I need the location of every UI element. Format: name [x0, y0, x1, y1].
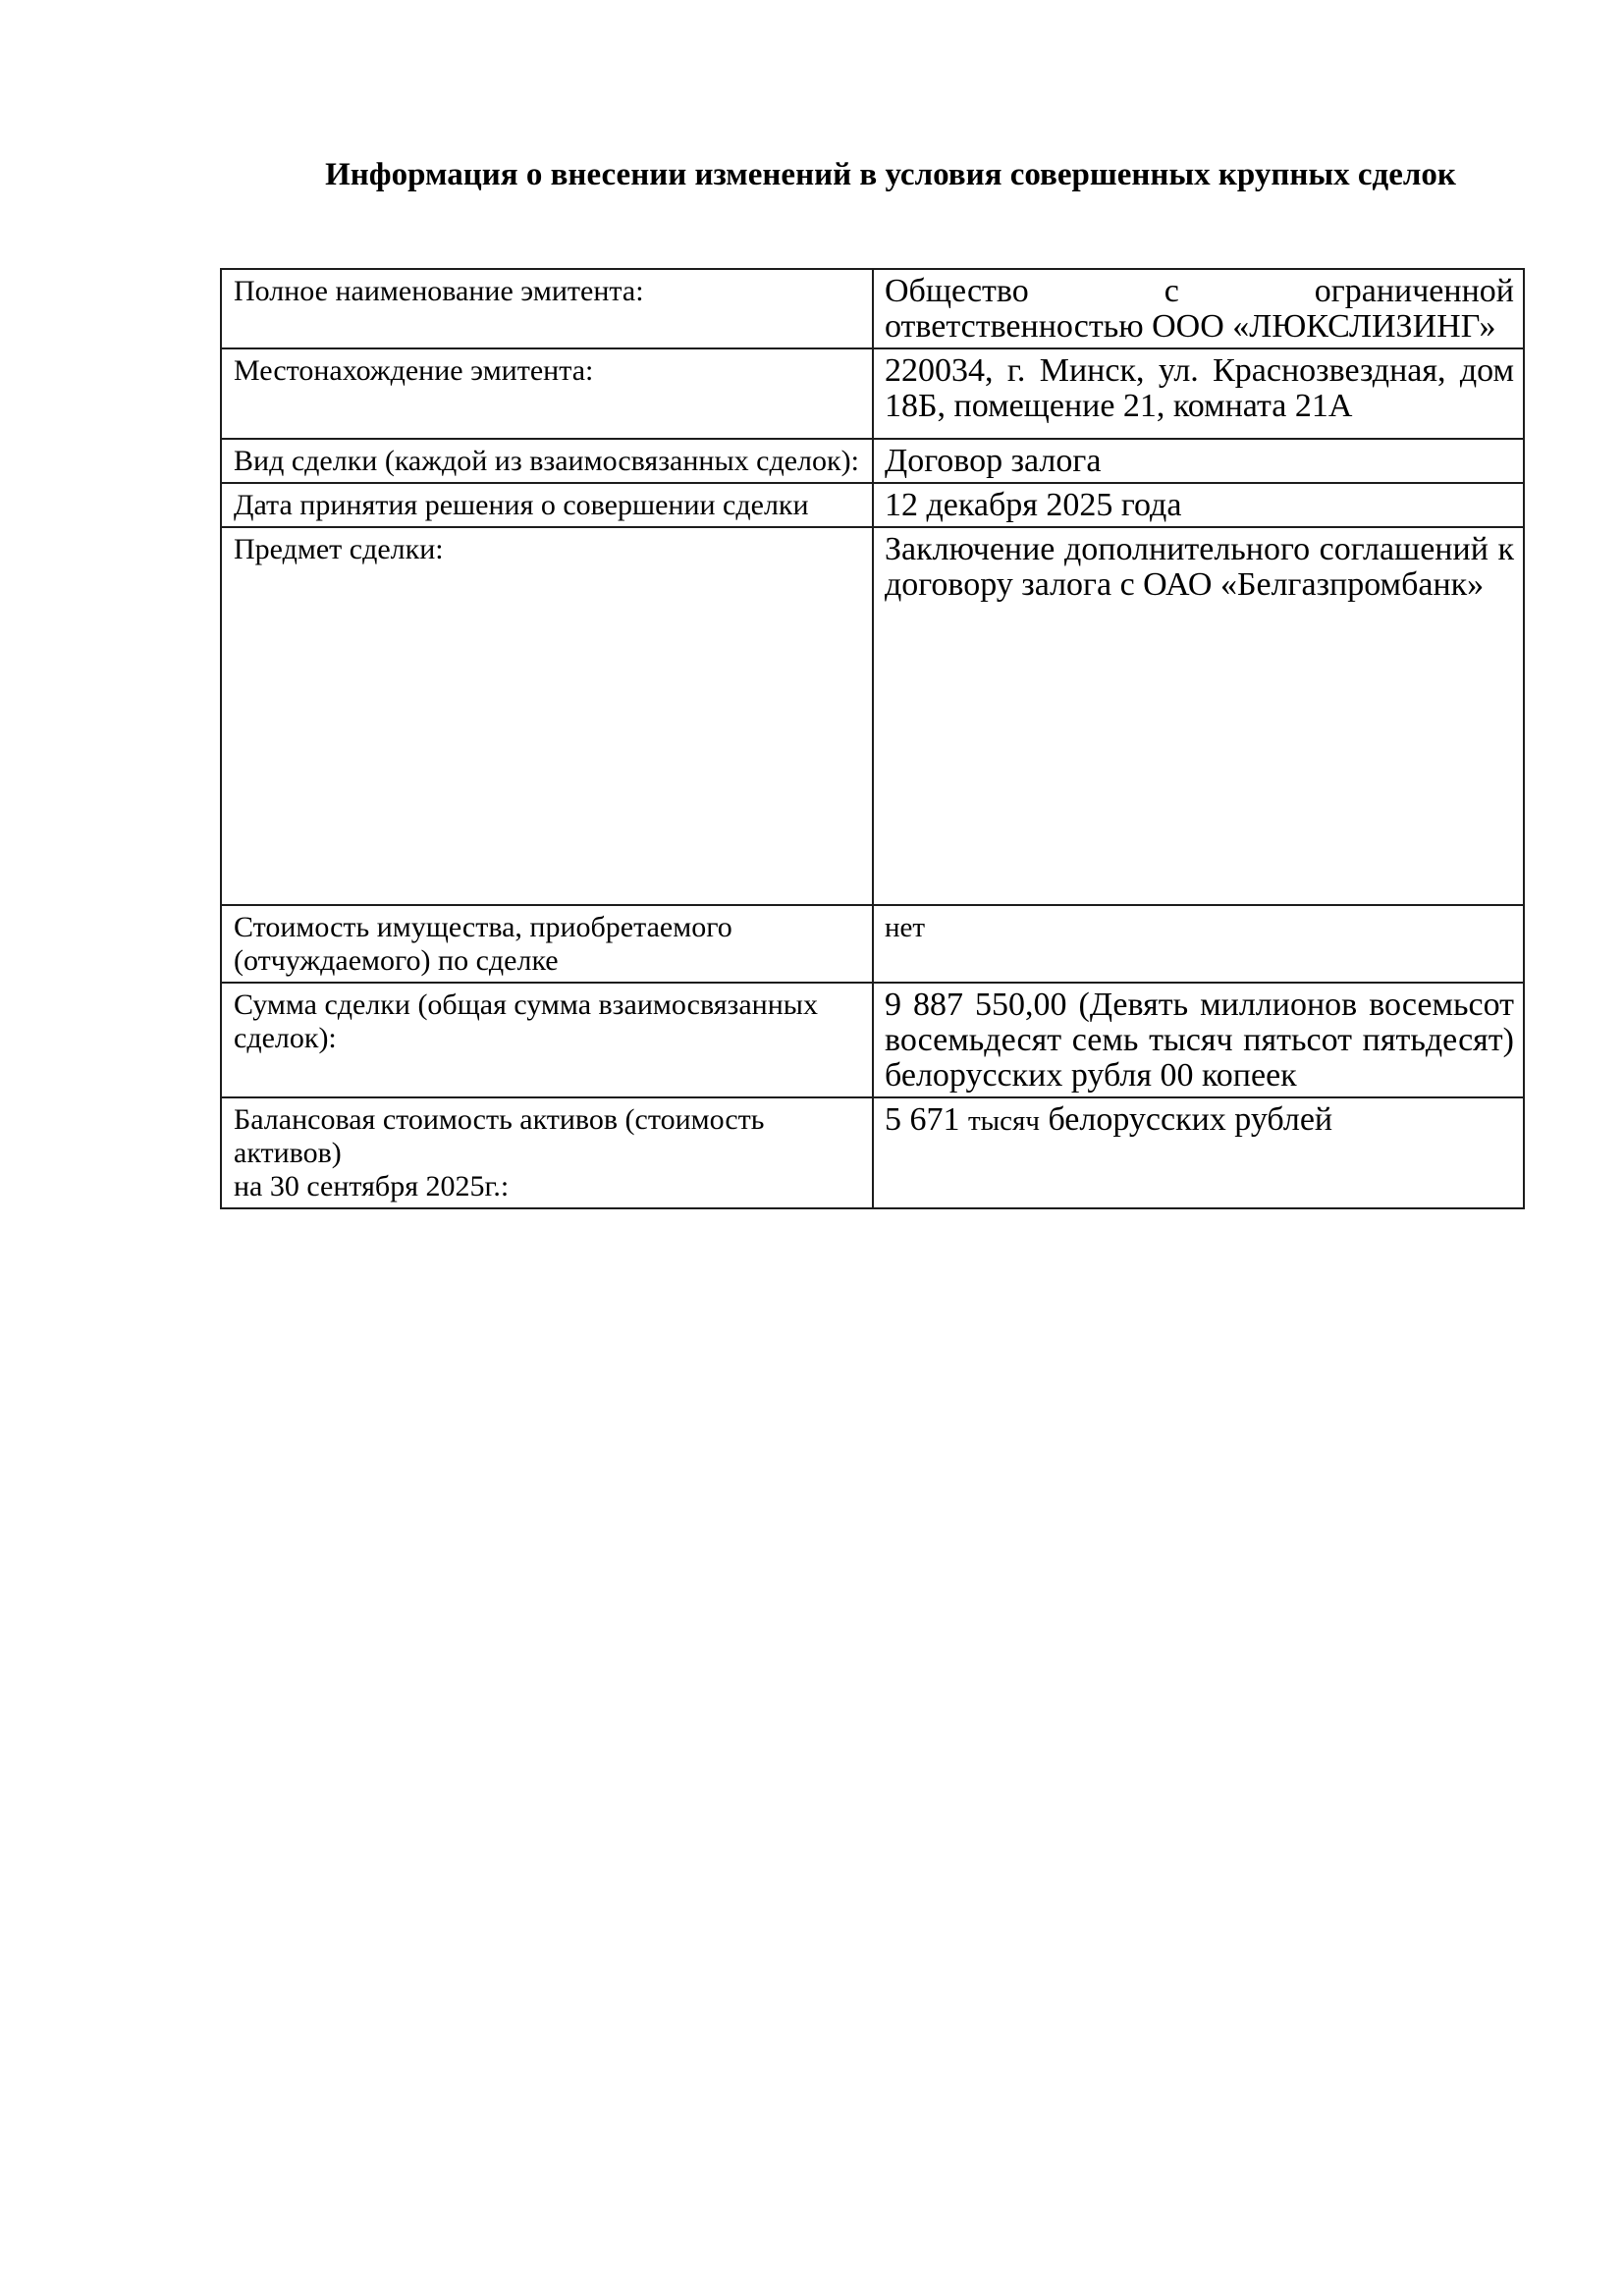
value-line: нет	[885, 912, 926, 943]
value-segment: белорусских рублей	[1039, 1101, 1333, 1138]
value-line: Заключение дополнительного соглашений к	[885, 531, 1514, 567]
table-row	[221, 348, 1524, 439]
label-cell	[221, 527, 873, 905]
value-line	[885, 1102, 1514, 1139]
value-cell	[873, 905, 1524, 983]
label-cell	[221, 439, 873, 483]
label-line: Предмет сделки:	[234, 533, 444, 565]
table-row	[221, 527, 1524, 905]
table-row	[221, 269, 1524, 348]
label-line: на 30 сентября 2025г.:	[234, 1170, 510, 1202]
document-title: Информация о внесении изменений в условия совершенных крупных сделок	[325, 157, 1456, 192]
table-row	[221, 439, 1524, 483]
value-segment: тысяч	[968, 1105, 1040, 1137]
value-line: белорусских рубля 00 копеек	[885, 1057, 1297, 1094]
value-line: 18Б, помещение 21, комната 21А	[885, 388, 1353, 424]
label-cell	[221, 983, 873, 1097]
value-cell	[873, 269, 1524, 348]
major-deal-info-table	[220, 268, 1525, 1209]
value-cell	[873, 483, 1524, 527]
value-line: договору залога с ОАО «Белгазпромбанк»	[885, 566, 1485, 603]
value-line: 9 887 550,00 (Девять миллионов восемьсот	[885, 987, 1514, 1023]
value-line: Общество с ограниченной	[885, 273, 1514, 309]
label-line: (отчуждаемого) по сделке	[234, 944, 559, 977]
value-line: 220034, г. Минск, ул. Краснозвездная, дом	[885, 352, 1514, 389]
label-line: сделок):	[234, 1022, 337, 1054]
label-line: Полное наименование эмитента:	[234, 275, 644, 307]
value-line: ответственностью ООО «ЛЮКСЛИЗИНГ»	[885, 308, 1496, 345]
label-line: Стоимость имущества, приобретаемого	[234, 911, 732, 943]
value-line: 12 декабря 2025 года	[885, 487, 1182, 523]
value-line: Договор залога	[885, 443, 1102, 479]
table-row	[221, 1097, 1524, 1208]
label-cell	[221, 269, 873, 348]
label-line: Вид сделки (каждой из взаимосвязанных сделок):	[234, 445, 859, 477]
label-line: Местонахождение эмитента:	[234, 354, 594, 387]
label-cell	[221, 905, 873, 983]
label-line: Сумма сделки (общая сумма взаимосвязанных	[234, 988, 818, 1021]
table-row	[221, 483, 1524, 527]
value-cell	[873, 1097, 1524, 1208]
value-segment: 5 671	[885, 1101, 968, 1138]
value-cell	[873, 439, 1524, 483]
value-cell	[873, 983, 1524, 1097]
label-cell	[221, 483, 873, 527]
table-row	[221, 983, 1524, 1097]
table-row	[221, 905, 1524, 983]
label-cell	[221, 348, 873, 439]
label-line: Дата принятия решения о совершении сделки	[234, 489, 809, 521]
value-cell	[873, 527, 1524, 905]
label-cell	[221, 1097, 873, 1208]
label-line: Балансовая стоимость активов (стоимость активов)	[234, 1103, 765, 1169]
value-cell	[873, 348, 1524, 439]
value-line: восемьдесят семь тысяч пятьсот пятьдесят)	[885, 1022, 1514, 1058]
